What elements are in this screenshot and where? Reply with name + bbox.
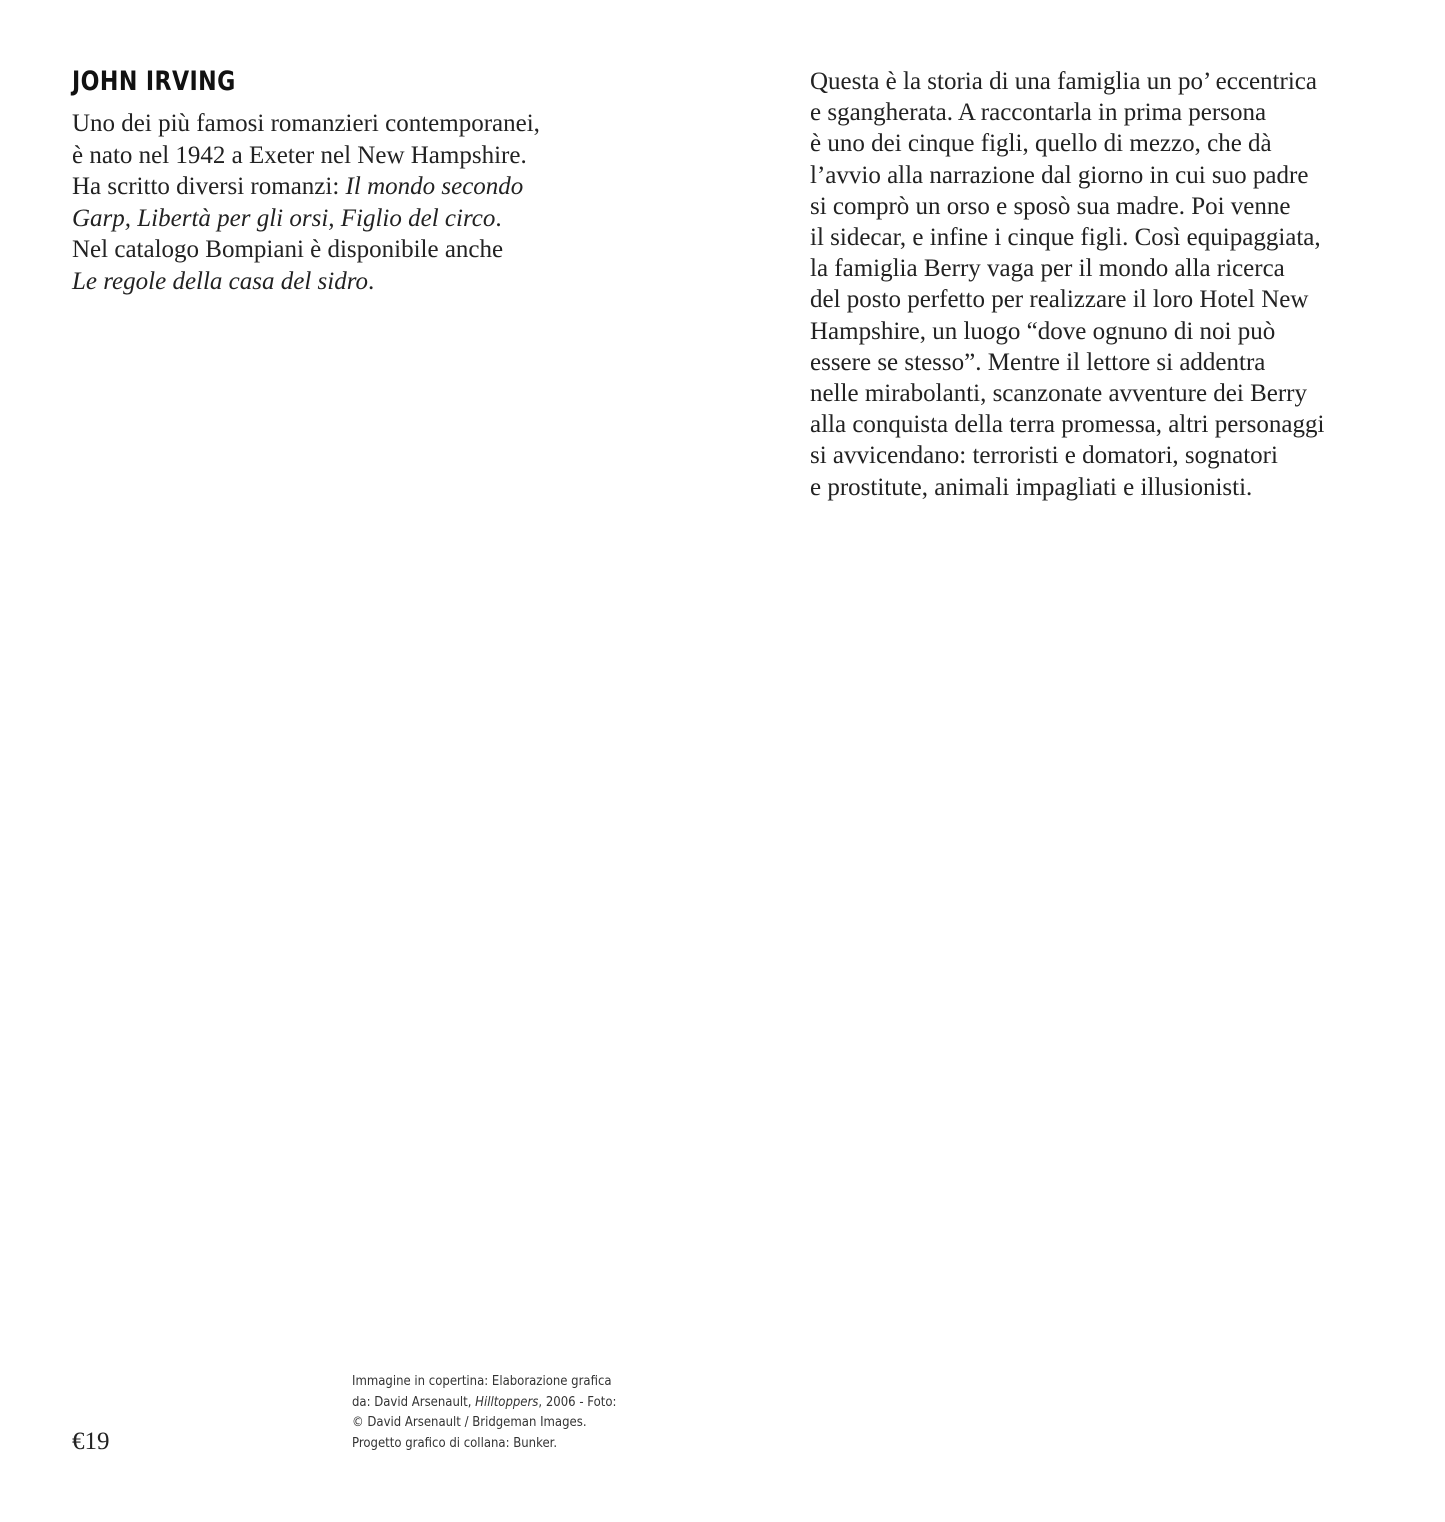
synopsis-line: del posto perfetto per realizzare il loro Hotel New — [810, 286, 1309, 314]
credits-line — [352, 1393, 622, 1414]
synopsis-line: e sgangherata. A raccontarla in prima persona — [810, 99, 1267, 127]
author-block — [72, 64, 692, 297]
text-segment: Ha scritto diversi romanzi: — [72, 173, 346, 200]
synopsis-line: alla conquista della terra promessa, altri personaggi — [810, 411, 1325, 439]
credits-line — [352, 1413, 622, 1434]
synopsis-line: è uno dei cinque figli, quello di mezzo, che dà — [810, 130, 1272, 158]
cover-credits — [352, 1372, 652, 1454]
author-name: JOHN IRVING — [72, 66, 236, 97]
synopsis-line: nelle mirabolanti, scanzonate avventure dei Berry — [810, 380, 1308, 408]
synopsis-line: essere se stesso”. Mentre il lettore si addentra — [810, 348, 1266, 376]
credits-line — [352, 1372, 622, 1393]
bio-line — [72, 140, 692, 172]
text-segment: , 2006 - Foto: — [538, 1394, 617, 1410]
bio-line — [72, 108, 692, 140]
synopsis-line: l’avvio alla narrazione dal giorno in cui suo padre — [810, 161, 1309, 189]
text-segment: © David Arsenault / Bridgeman Images. — [352, 1415, 587, 1430]
credits-line — [352, 1434, 622, 1455]
synopsis-line: e prostitute, animali impagliati e illusionisti. — [810, 473, 1253, 501]
italic-title-text: Hilltoppers — [475, 1394, 539, 1410]
book-synopsis — [810, 66, 1410, 503]
bio-line — [72, 266, 692, 298]
text-segment: Nel catalogo Bompiani è disponibile anche — [72, 236, 504, 263]
synopsis-line: il sidecar, e infine i cinque figli. Così equipaggiata, — [810, 224, 1321, 252]
bio-line — [72, 234, 692, 266]
synopsis-line: Questa è la storia di una famiglia un po’ eccentrica — [810, 68, 1317, 95]
text-segment: . — [495, 204, 502, 232]
text-segment: Uno dei più famosi romanzieri contemporanei, — [72, 110, 540, 137]
italic-title-text: Garp, Libertà per gli orsi, Figlio del circo — [72, 204, 496, 232]
italic-title-text: Il mondo secondo — [345, 173, 524, 200]
author-bio — [72, 108, 692, 297]
bio-line — [72, 171, 692, 203]
bio-line — [72, 203, 692, 235]
text-segment: Immagine in copertina: Elaborazione grafica — [352, 1374, 612, 1389]
synopsis-line: si avvicendano: terroristi e domatori, sognatori — [810, 442, 1278, 470]
text-segment: . — [368, 267, 375, 295]
text-segment: Progetto grafico di collana: Bunker. — [352, 1435, 558, 1451]
synopsis-line: Hampshire, un luogo “dove ognuno di noi può — [810, 317, 1276, 345]
synopsis-line: si comprò un orso e sposò sua madre. Poi venne — [810, 192, 1291, 220]
price: €19 — [72, 1428, 110, 1455]
synopsis-line: la famiglia Berry vaga per il mondo alla ricerca — [810, 255, 1285, 283]
italic-title-text: Le regole della casa del sidro — [72, 267, 369, 295]
text-segment: è nato nel 1942 a Exeter nel New Hampshire. — [72, 141, 527, 169]
text-segment: da: David Arsenault, — [352, 1394, 476, 1410]
